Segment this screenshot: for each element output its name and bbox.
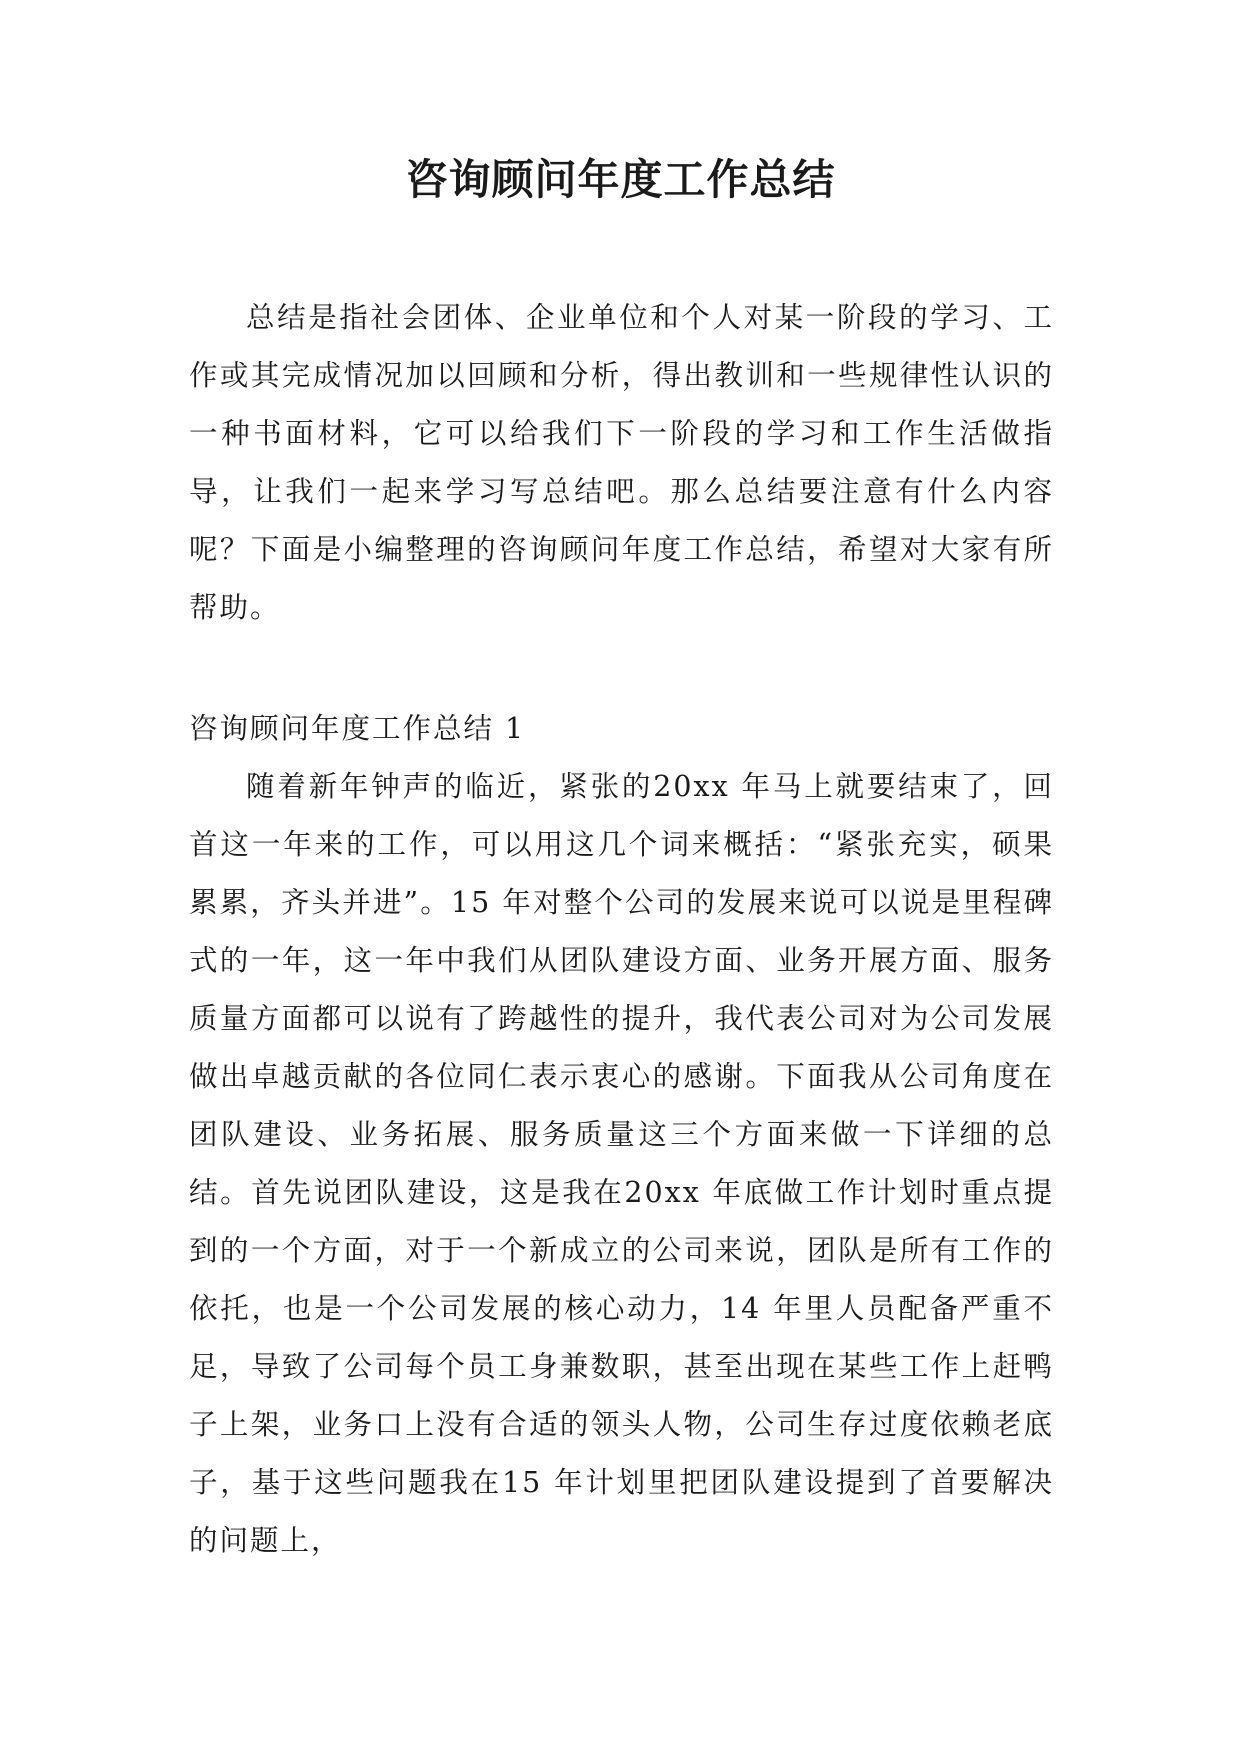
section-paragraph: 随着新年钟声的临近，紧张的20xx 年马上就要结束了，回首这一年来的工作，可以用这几个词来概括：“紧张充实，硕果累累，齐头并进”。15 年对整个公司的发展来说可以说是里程碑式的一年，这一年中我们从团队建设方面、业务开展方面、服务质量方面都可以说有了跨越性的提升，我代表公司对为公司发展做出卓越贡献的各位同仁表示衷心的感谢。下面我从公司角度在团队建设、业务拓展、服务质量这三个方面来做一下详细的总结。首先说团队建设，这是我在20xx 年底做工作计划时重点提到的一个方面，对于一个新成立的公司来说，团队是所有工作的依托，也是一个公司发展的核心动力，14 年里人员配备严重不足，导致了公司每个员工身兼数职，甚至出现在某些工作上赶鸭子上架，业务口上没有合适的领头人物，公司生存过度依赖老底子，基于这些问题我在15 年计划里把团队建设提到了首要解决的问题上， (189, 770, 1054, 1557)
section-heading: 咨询顾问年度工作总结 1 (189, 712, 526, 745)
intro-paragraph: 总结是指社会团体、企业单位和个人对某一阶段的学习、工作或其完成情况加以回顾和分析，得出教训和一些规律性认识的一种书面材料，它可以给我们下一阶段的学习和工作生活做指导，让我们一起来学习写总结吧。那么总结要注意有什么内容呢？下面是小编整理的咨询顾问年度工作总结，希望对大家有所帮助。 (189, 301, 1054, 624)
document-title: 咨询顾问年度工作总结 (405, 155, 836, 204)
